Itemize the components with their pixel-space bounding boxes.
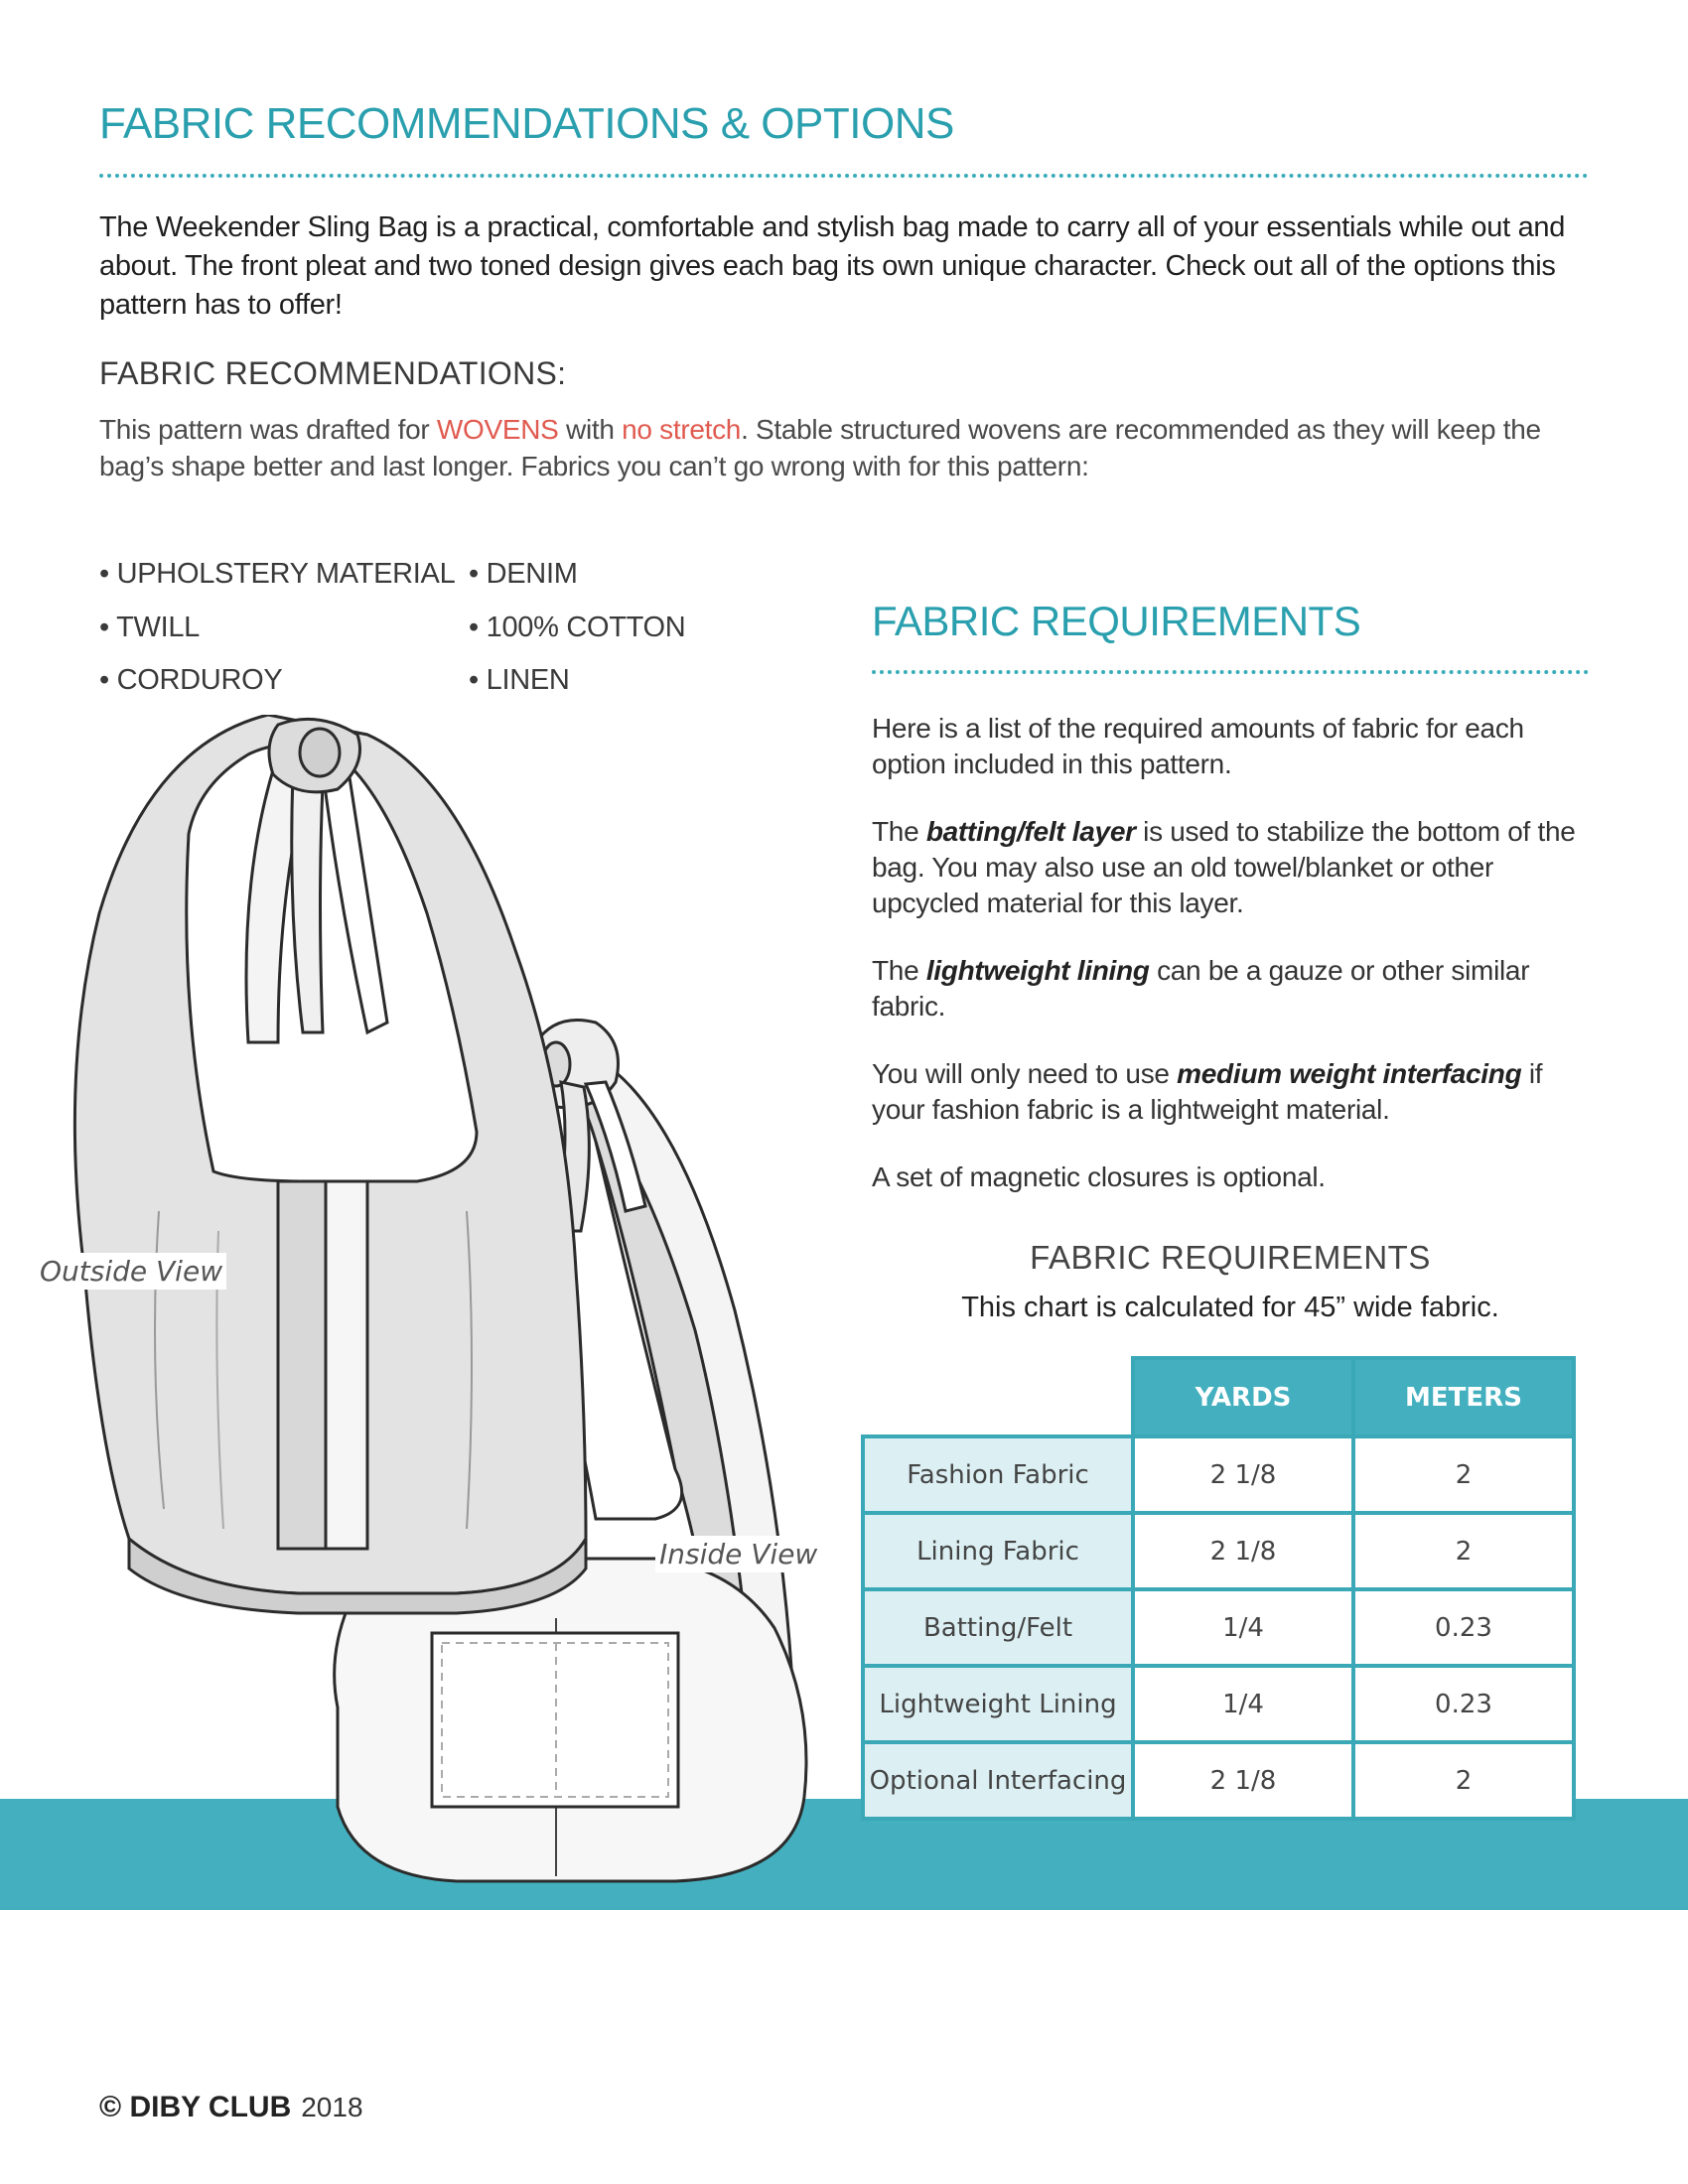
- yards-cell: 2 1/8: [1133, 1742, 1353, 1819]
- chart-title: FABRIC REQUIREMENTS: [1030, 1239, 1431, 1276]
- yards-cell: 2 1/8: [1133, 1436, 1353, 1513]
- outside-view-bag: [74, 715, 586, 1613]
- table-row: [863, 1742, 1574, 1819]
- magnetic-note: A set of magnetic closures is optional.: [872, 1161, 1326, 1192]
- table-row: [863, 1436, 1574, 1513]
- row-label: Optional Interfacing: [863, 1742, 1133, 1819]
- table-row: [863, 1589, 1574, 1666]
- interfacing-note: [872, 1056, 1597, 1128]
- footer-brand: [99, 2091, 363, 2124]
- meters-cell: 2: [1353, 1513, 1574, 1589]
- column-header-yards: YARDS: [1133, 1358, 1353, 1436]
- row-label: Fashion Fabric: [863, 1436, 1133, 1513]
- fabric-item: • TWILL: [99, 612, 200, 643]
- table-header-row: [863, 1358, 1574, 1436]
- title-divider: [99, 174, 1589, 178]
- note-text: can be a gauze or other similar fabric.: [872, 955, 1530, 1022]
- row-label: Lining Fabric: [863, 1513, 1133, 1589]
- yards-cell: 1/4: [1133, 1666, 1353, 1742]
- row-label: Batting/Felt: [863, 1589, 1133, 1666]
- table-corner: [863, 1358, 1133, 1436]
- batting-note: [872, 814, 1597, 921]
- outside-view-caption: Outside View: [36, 1253, 226, 1290]
- footer-year: 2018: [301, 2092, 363, 2122]
- requirements-intro: Here is a list of the required amounts of fabric for each option included in this pattern.: [872, 713, 1524, 779]
- note-text: if your fashion fabric is a lightweight material.: [872, 1058, 1543, 1125]
- meters-cell: 2: [1353, 1742, 1574, 1819]
- table-row: [863, 1513, 1574, 1589]
- yards-cell: 1/4: [1133, 1589, 1353, 1666]
- rec-text: . Stable structured wovens are recommended as they will keep the bag’s shape better and last longer. Fabrics you can’t go wrong with for this pattern:: [99, 414, 1541, 481]
- note-text: is used to stabilize the bottom of the bag. You may also use an old towel/blanket or other upcycled material for this layer.: [872, 816, 1576, 918]
- fabric-requirements-table: [861, 1356, 1576, 1821]
- rec-text: with: [558, 414, 623, 445]
- meters-cell: 0.23: [1353, 1666, 1574, 1742]
- recommendations-paragraph: [99, 411, 1589, 484]
- note-emphasis: batting/felt layer: [925, 816, 1136, 847]
- fabric-item: • CORDUROY: [99, 664, 283, 696]
- inside-view-caption: Inside View: [655, 1536, 821, 1572]
- lining-note: [872, 953, 1597, 1024]
- note-text: The: [872, 955, 926, 986]
- meters-cell: 2: [1353, 1436, 1574, 1513]
- note-emphasis: lightweight lining: [925, 955, 1150, 986]
- table-row: [863, 1666, 1574, 1742]
- fabric-item: • LINEN: [469, 664, 570, 696]
- row-label: Lightweight Lining: [863, 1666, 1133, 1742]
- note-emphasis: medium weight interfacing: [1177, 1058, 1522, 1089]
- recommendations-heading: FABRIC RECOMMENDATIONS:: [99, 355, 567, 391]
- rec-text: This pattern was drafted for: [99, 414, 437, 445]
- requirements-divider: [872, 670, 1589, 674]
- page-title: FABRIC RECOMMENDATIONS & OPTIONS: [99, 99, 954, 148]
- fabric-item: • 100% COTTON: [469, 612, 686, 643]
- wovens-highlight: WOVENS: [436, 414, 559, 445]
- chart-subtitle: This chart is calculated for 45” wide fabric.: [961, 1292, 1499, 1323]
- note-text: The: [872, 816, 926, 847]
- note-text: You will only need to use: [872, 1058, 1178, 1089]
- sling-bag-illustration: [40, 715, 854, 1886]
- fabric-item: • DENIM: [469, 558, 578, 590]
- intro-paragraph: The Weekender Sling Bag is a practical, comfortable and stylish bag made to carry all of your essentials while out and about. The front pleat and two toned design gives each bag its own unique character. Check out all of the options this pattern has to offer!: [99, 211, 1566, 321]
- column-header-meters: METERS: [1353, 1358, 1574, 1436]
- yards-cell: 2 1/8: [1133, 1513, 1353, 1589]
- requirements-heading: FABRIC REQUIREMENTS: [872, 598, 1361, 644]
- fabric-item: • UPHOLSTERY MATERIAL: [99, 558, 456, 590]
- no-stretch-highlight: no stretch: [622, 414, 742, 445]
- brand-logo-text: © DIBY CLUB: [99, 2091, 292, 2123]
- meters-cell: 0.23: [1353, 1589, 1574, 1666]
